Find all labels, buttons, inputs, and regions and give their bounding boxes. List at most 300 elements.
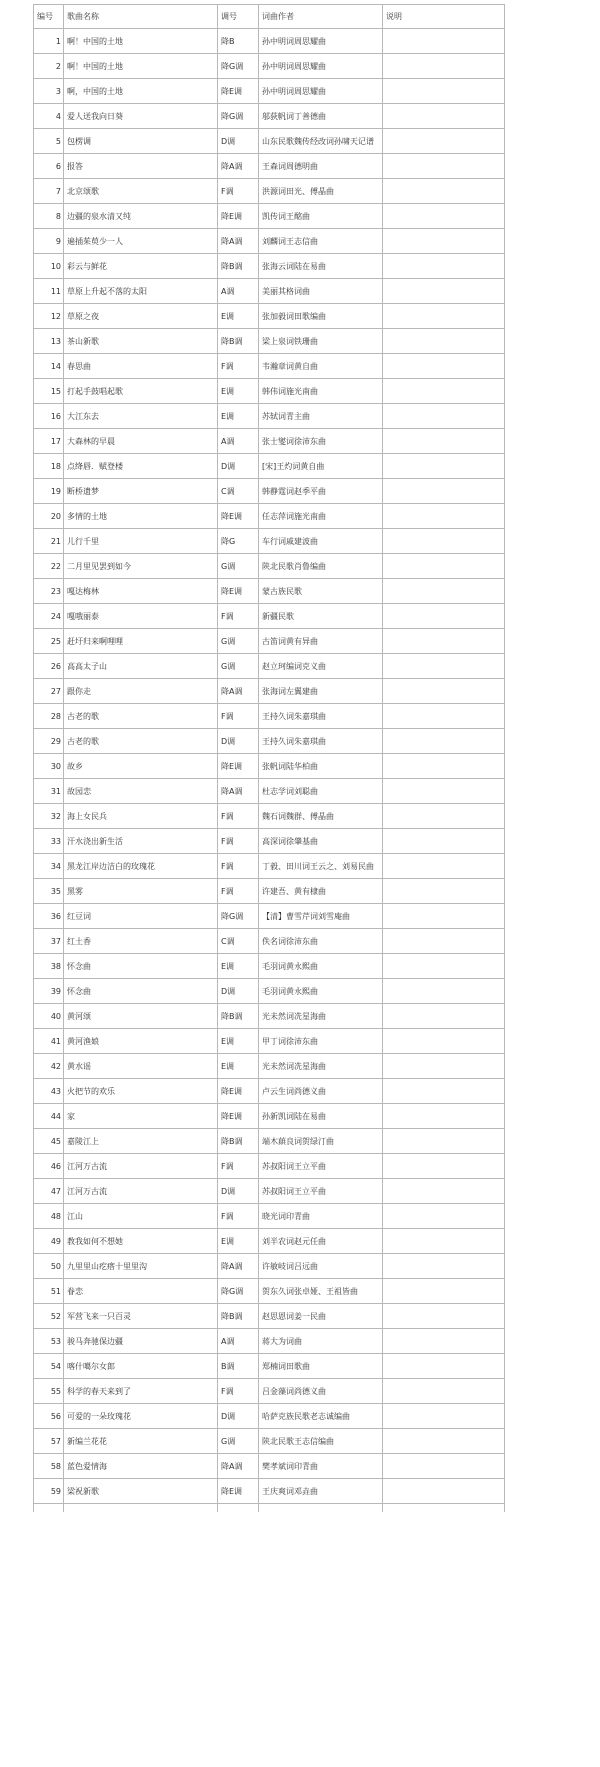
song-author: 光未然词冼星海曲: [259, 1004, 383, 1029]
song-note: [383, 1404, 505, 1429]
song-name: 红豆词: [64, 904, 218, 929]
song-key: 降E调: [218, 79, 259, 104]
song-author: 刘半农词赵元任曲: [259, 1229, 383, 1254]
table-row: [34, 1254, 505, 1279]
song-name: 海上女民兵: [64, 804, 218, 829]
song-name: 嘎哦丽泰: [64, 604, 218, 629]
song-number: 48: [34, 1204, 64, 1229]
song-note: [383, 304, 505, 329]
song-note: [383, 1304, 505, 1329]
song-note: [383, 954, 505, 979]
song-key: G调: [218, 629, 259, 654]
song-note: [383, 1079, 505, 1104]
song-key: E调: [218, 1029, 259, 1054]
song-key: 降E调: [218, 1104, 259, 1129]
table-row: [34, 529, 505, 554]
song-number: 25: [34, 629, 64, 654]
song-note: [383, 29, 505, 54]
song-author: 张帆词陆华柏曲: [259, 754, 383, 779]
song-note: [383, 279, 505, 304]
song-name: 古老的歌: [64, 729, 218, 754]
song-note: [383, 1454, 505, 1479]
song-note: [383, 204, 505, 229]
song-number: 18: [34, 454, 64, 479]
song-number: 15: [34, 379, 64, 404]
table-row: [34, 1079, 505, 1104]
table-row: [34, 1379, 505, 1404]
song-note: [383, 629, 505, 654]
song-name: 黑龙江岸边洁白的玫瑰花: [64, 854, 218, 879]
song-name: 报答: [64, 154, 218, 179]
table-row: [34, 1004, 505, 1029]
table-row: [34, 479, 505, 504]
song-key: D调: [218, 979, 259, 1004]
song-author: 佚名词徐沛东曲: [259, 929, 383, 954]
song-name: 大森林的早晨: [64, 429, 218, 454]
table-row-partial: [34, 1504, 505, 1512]
song-note: [383, 254, 505, 279]
table-row: [34, 829, 505, 854]
song-name: 啊！中国的土地: [64, 29, 218, 54]
song-name: 怀念曲: [64, 979, 218, 1004]
song-key: 降E调: [218, 754, 259, 779]
table-row: [34, 1129, 505, 1154]
song-note: [383, 729, 505, 754]
song-name: 江河万古流: [64, 1154, 218, 1179]
song-key: F调: [218, 1154, 259, 1179]
song-key: 降G调: [218, 54, 259, 79]
song-number: 8: [34, 204, 64, 229]
song-note: [383, 604, 505, 629]
song-author: 张士燮词徐沛东曲: [259, 429, 383, 454]
song-author: 张加毅词田歌编曲: [259, 304, 383, 329]
table-row: [34, 954, 505, 979]
song-note: [383, 454, 505, 479]
song-name: 打起手鼓唱起歌: [64, 379, 218, 404]
song-author: 樊孝斌词印青曲: [259, 1454, 383, 1479]
song-note: [383, 1379, 505, 1404]
song-number: 23: [34, 579, 64, 604]
song-author: 郑楠词田歌曲: [259, 1354, 383, 1379]
song-name: 高高太子山: [64, 654, 218, 679]
song-note: [383, 554, 505, 579]
song-author: 蒙古族民歌: [259, 579, 383, 604]
song-note: [383, 1329, 505, 1354]
song-number: 16: [34, 404, 64, 429]
song-author: 许建吾、黄有棣曲: [259, 879, 383, 904]
song-key: G调: [218, 1429, 259, 1454]
table-row: [34, 29, 505, 54]
song-name: 春思曲: [64, 354, 218, 379]
song-number: 47: [34, 1179, 64, 1204]
song-number: 46: [34, 1154, 64, 1179]
song-note: [383, 929, 505, 954]
song-note: [383, 354, 505, 379]
song-note: [383, 504, 505, 529]
song-name: 爱人送我向日葵: [64, 104, 218, 129]
table-row: [34, 154, 505, 179]
song-note: [383, 54, 505, 79]
table-row: [34, 629, 505, 654]
song-name: 故园恋: [64, 779, 218, 804]
song-author: 古笛词黄有异曲: [259, 629, 383, 654]
song-note: [383, 1354, 505, 1379]
table-row: [34, 1429, 505, 1454]
table-row: [34, 854, 505, 879]
song-key: E调: [218, 404, 259, 429]
song-note: [383, 829, 505, 854]
empty-cell: [383, 1504, 505, 1512]
table-row: [34, 654, 505, 679]
song-note: [383, 804, 505, 829]
song-name: 喀什噶尔女郎: [64, 1354, 218, 1379]
song-name: 黄水谣: [64, 1054, 218, 1079]
song-number: 19: [34, 479, 64, 504]
table-row: [34, 1029, 505, 1054]
table-row: [34, 879, 505, 904]
song-name: 家: [64, 1104, 218, 1129]
song-key: 降E调: [218, 1079, 259, 1104]
table-row: [34, 254, 505, 279]
song-author: 毛羽词黄永熙曲: [259, 954, 383, 979]
song-key: 降A调: [218, 779, 259, 804]
song-number: 33: [34, 829, 64, 854]
song-number: 3: [34, 79, 64, 104]
song-note: [383, 854, 505, 879]
song-key: D调: [218, 454, 259, 479]
song-name: 草原上升起不落的太阳: [64, 279, 218, 304]
song-author: 韦瀚章词黄自曲: [259, 354, 383, 379]
song-number: 12: [34, 304, 64, 329]
song-author: 韩伟词施光南曲: [259, 379, 383, 404]
song-number: 44: [34, 1104, 64, 1129]
song-author: 杜志学词刘聪曲: [259, 779, 383, 804]
song-note: [383, 754, 505, 779]
song-key: E调: [218, 304, 259, 329]
song-name: 江河万古流: [64, 1179, 218, 1204]
song-name: 包楞调: [64, 129, 218, 154]
song-author: 【清】曹雪芹词刘雪庵曲: [259, 904, 383, 929]
song-note: [383, 379, 505, 404]
song-note: [383, 879, 505, 904]
song-author: 孙中明词周思耀曲: [259, 29, 383, 54]
song-note: [383, 79, 505, 104]
song-name: 黄河颂: [64, 1004, 218, 1029]
song-author: 美丽其格词曲: [259, 279, 383, 304]
song-number: 29: [34, 729, 64, 754]
song-key: F调: [218, 804, 259, 829]
song-key: A调: [218, 279, 259, 304]
song-number: 41: [34, 1029, 64, 1054]
song-key: E调: [218, 1229, 259, 1254]
empty-cell: [259, 1504, 383, 1512]
song-number: 51: [34, 1279, 64, 1304]
table-row: [34, 129, 505, 154]
song-author: 苏叔阳词王立平曲: [259, 1179, 383, 1204]
song-name: 黄河渔娘: [64, 1029, 218, 1054]
table-row: [34, 54, 505, 79]
table-row: [34, 1454, 505, 1479]
song-table: [33, 4, 505, 1512]
song-key: G调: [218, 654, 259, 679]
song-number: 45: [34, 1129, 64, 1154]
song-name: 黑雾: [64, 879, 218, 904]
song-author: 韩静霆词赵季平曲: [259, 479, 383, 504]
song-number: 22: [34, 554, 64, 579]
song-name: 红土香: [64, 929, 218, 954]
song-number: 6: [34, 154, 64, 179]
table-row: [34, 104, 505, 129]
table-row: [34, 679, 505, 704]
song-number: 1: [34, 29, 64, 54]
table-row: [34, 204, 505, 229]
song-note: [383, 1479, 505, 1504]
table-row: [34, 1204, 505, 1229]
song-author: 毛羽词黄永熙曲: [259, 979, 383, 1004]
header-note: 说明: [383, 5, 505, 29]
song-key: 降B调: [218, 1129, 259, 1154]
song-number: 53: [34, 1329, 64, 1354]
song-author: 洪源词田光、傅晶曲: [259, 179, 383, 204]
song-author: 蒋大为词曲: [259, 1329, 383, 1354]
song-name: 嘎达梅林: [64, 579, 218, 604]
song-note: [383, 129, 505, 154]
song-key: D调: [218, 1404, 259, 1429]
song-name: 可爱的一朵玫瑰花: [64, 1404, 218, 1429]
song-author: 孙中明词周思耀曲: [259, 79, 383, 104]
song-key: D调: [218, 129, 259, 154]
song-key: F调: [218, 604, 259, 629]
song-name: 断桥遗梦: [64, 479, 218, 504]
song-key: F调: [218, 1379, 259, 1404]
song-key: 降G调: [218, 104, 259, 129]
song-number: 4: [34, 104, 64, 129]
song-key: 降A调: [218, 154, 259, 179]
song-key: B调: [218, 1354, 259, 1379]
table-row: [34, 1179, 505, 1204]
song-key: F调: [218, 704, 259, 729]
song-author: 卢云生词尚德义曲: [259, 1079, 383, 1104]
song-key: A调: [218, 429, 259, 454]
song-author: 凯传词王酩曲: [259, 204, 383, 229]
song-note: [383, 1004, 505, 1029]
table-row: [34, 729, 505, 754]
song-number: 2: [34, 54, 64, 79]
song-author: 光未然词冼星海曲: [259, 1054, 383, 1079]
song-author: 贺东久词张卓娅、王祖皆曲: [259, 1279, 383, 1304]
table-row: [34, 1304, 505, 1329]
song-key: 降B调: [218, 329, 259, 354]
song-author: 邬荻帆词丁善德曲: [259, 104, 383, 129]
song-key: F调: [218, 879, 259, 904]
song-note: [383, 429, 505, 454]
song-author: 甲丁词徐沛东曲: [259, 1029, 383, 1054]
song-key: 降A调: [218, 229, 259, 254]
table-row: [34, 1279, 505, 1304]
song-name: 眷恋: [64, 1279, 218, 1304]
song-author: 苏叔阳词王立平曲: [259, 1154, 383, 1179]
song-note: [383, 979, 505, 1004]
song-note: [383, 529, 505, 554]
header-number: 编号: [34, 5, 64, 29]
song-key: E调: [218, 954, 259, 979]
song-number: 24: [34, 604, 64, 629]
song-note: [383, 904, 505, 929]
song-author: 孙新凯词陆在易曲: [259, 1104, 383, 1129]
song-name: 骏马奔驰保边疆: [64, 1329, 218, 1354]
table-row: [34, 429, 505, 454]
song-name: 古老的歌: [64, 704, 218, 729]
table-row: [34, 404, 505, 429]
song-note: [383, 1129, 505, 1154]
song-key: 降G: [218, 529, 259, 554]
song-author: 车行词戚建波曲: [259, 529, 383, 554]
header-key: 调号: [218, 5, 259, 29]
table-row: [34, 579, 505, 604]
song-number: 32: [34, 804, 64, 829]
song-name: 跟你走: [64, 679, 218, 704]
table-row: [34, 454, 505, 479]
empty-cell: [218, 1504, 259, 1512]
song-name: 九里里山疙瘩十里里沟: [64, 1254, 218, 1279]
song-key: 降G调: [218, 1279, 259, 1304]
song-number: 40: [34, 1004, 64, 1029]
song-note: [383, 1229, 505, 1254]
song-number: 35: [34, 879, 64, 904]
song-author: 高深词徐肇基曲: [259, 829, 383, 854]
song-name: 啊，中国的土地: [64, 79, 218, 104]
song-author: 王庆爽词邓垚曲: [259, 1479, 383, 1504]
song-number: 7: [34, 179, 64, 204]
song-author: 陕北民歌肖鲁编曲: [259, 554, 383, 579]
song-key: F调: [218, 854, 259, 879]
song-key: C调: [218, 929, 259, 954]
song-note: [383, 104, 505, 129]
song-key: 降E调: [218, 504, 259, 529]
table-row: [34, 704, 505, 729]
song-name: 嘉陵江上: [64, 1129, 218, 1154]
song-number: 13: [34, 329, 64, 354]
song-number: 20: [34, 504, 64, 529]
song-name: 新编兰花花: [64, 1429, 218, 1454]
song-name: 教我如何不想她: [64, 1229, 218, 1254]
song-note: [383, 1279, 505, 1304]
song-number: 30: [34, 754, 64, 779]
song-key: 降E调: [218, 579, 259, 604]
table-row: [34, 604, 505, 629]
table-row: [34, 179, 505, 204]
song-author: 赵思恩词姜一民曲: [259, 1304, 383, 1329]
table-row: [34, 329, 505, 354]
song-author: [宋]王灼词黄自曲: [259, 454, 383, 479]
song-key: 降B: [218, 29, 259, 54]
song-key: G调: [218, 554, 259, 579]
song-note: [383, 579, 505, 604]
song-number: 42: [34, 1054, 64, 1079]
song-name: 茶山新歌: [64, 329, 218, 354]
table-row: [34, 1054, 505, 1079]
song-author: 晓光词印青曲: [259, 1204, 383, 1229]
song-number: 50: [34, 1254, 64, 1279]
table-row: [34, 1404, 505, 1429]
table-row: [34, 379, 505, 404]
song-key: F调: [218, 1204, 259, 1229]
song-number: 34: [34, 854, 64, 879]
song-author: 张海云词陆在易曲: [259, 254, 383, 279]
song-key: 降B调: [218, 1304, 259, 1329]
song-author: 丁毅、田川词王云之、刘易民曲: [259, 854, 383, 879]
song-number: 38: [34, 954, 64, 979]
song-name: 军营飞来一只百灵: [64, 1304, 218, 1329]
song-author: 孙中明词周思耀曲: [259, 54, 383, 79]
song-key: F调: [218, 354, 259, 379]
song-number: 49: [34, 1229, 64, 1254]
song-number: 28: [34, 704, 64, 729]
song-number: 10: [34, 254, 64, 279]
table-row: [34, 354, 505, 379]
table-row: [34, 1154, 505, 1179]
song-key: E调: [218, 379, 259, 404]
song-name: 点绛唇．赋登楼: [64, 454, 218, 479]
song-number: 36: [34, 904, 64, 929]
song-note: [383, 1054, 505, 1079]
song-author: 任志萍词施光南曲: [259, 504, 383, 529]
song-name: 遍插茱萸少一人: [64, 229, 218, 254]
song-number: 21: [34, 529, 64, 554]
song-note: [383, 779, 505, 804]
song-key: 降A调: [218, 1254, 259, 1279]
table-row: [34, 804, 505, 829]
song-number: 17: [34, 429, 64, 454]
song-note: [383, 679, 505, 704]
song-note: [383, 179, 505, 204]
song-author: 王持久词朱嘉琪曲: [259, 704, 383, 729]
song-author: 端木蕻良词贺绿汀曲: [259, 1129, 383, 1154]
song-key: 降A调: [218, 679, 259, 704]
song-note: [383, 1429, 505, 1454]
song-note: [383, 654, 505, 679]
song-name: 彩云与鲜花: [64, 254, 218, 279]
song-number: 27: [34, 679, 64, 704]
song-author: 吕金藻词尚德义曲: [259, 1379, 383, 1404]
song-key: 降B调: [218, 254, 259, 279]
song-author: 赵立珂编词克义曲: [259, 654, 383, 679]
song-author: 新疆民歌: [259, 604, 383, 629]
empty-cell: [34, 1504, 64, 1512]
song-name: 科学的春天来到了: [64, 1379, 218, 1404]
song-number: 59: [34, 1479, 64, 1504]
song-author: 张海词左翼建曲: [259, 679, 383, 704]
song-name: 故乡: [64, 754, 218, 779]
song-key: A调: [218, 1329, 259, 1354]
song-name: 多情的土地: [64, 504, 218, 529]
song-name: 火把节的欢乐: [64, 1079, 218, 1104]
table-row: [34, 779, 505, 804]
song-key: F调: [218, 829, 259, 854]
song-number: 11: [34, 279, 64, 304]
table-row: [34, 904, 505, 929]
table-row: [34, 754, 505, 779]
song-name: 二月里见罢到如今: [64, 554, 218, 579]
song-key: C调: [218, 479, 259, 504]
table-row: [34, 1479, 505, 1504]
song-author: 王持久词朱嘉琪曲: [259, 729, 383, 754]
song-number: 55: [34, 1379, 64, 1404]
song-note: [383, 704, 505, 729]
song-name: 大江东去: [64, 404, 218, 429]
song-note: [383, 1154, 505, 1179]
table-row: [34, 1229, 505, 1254]
